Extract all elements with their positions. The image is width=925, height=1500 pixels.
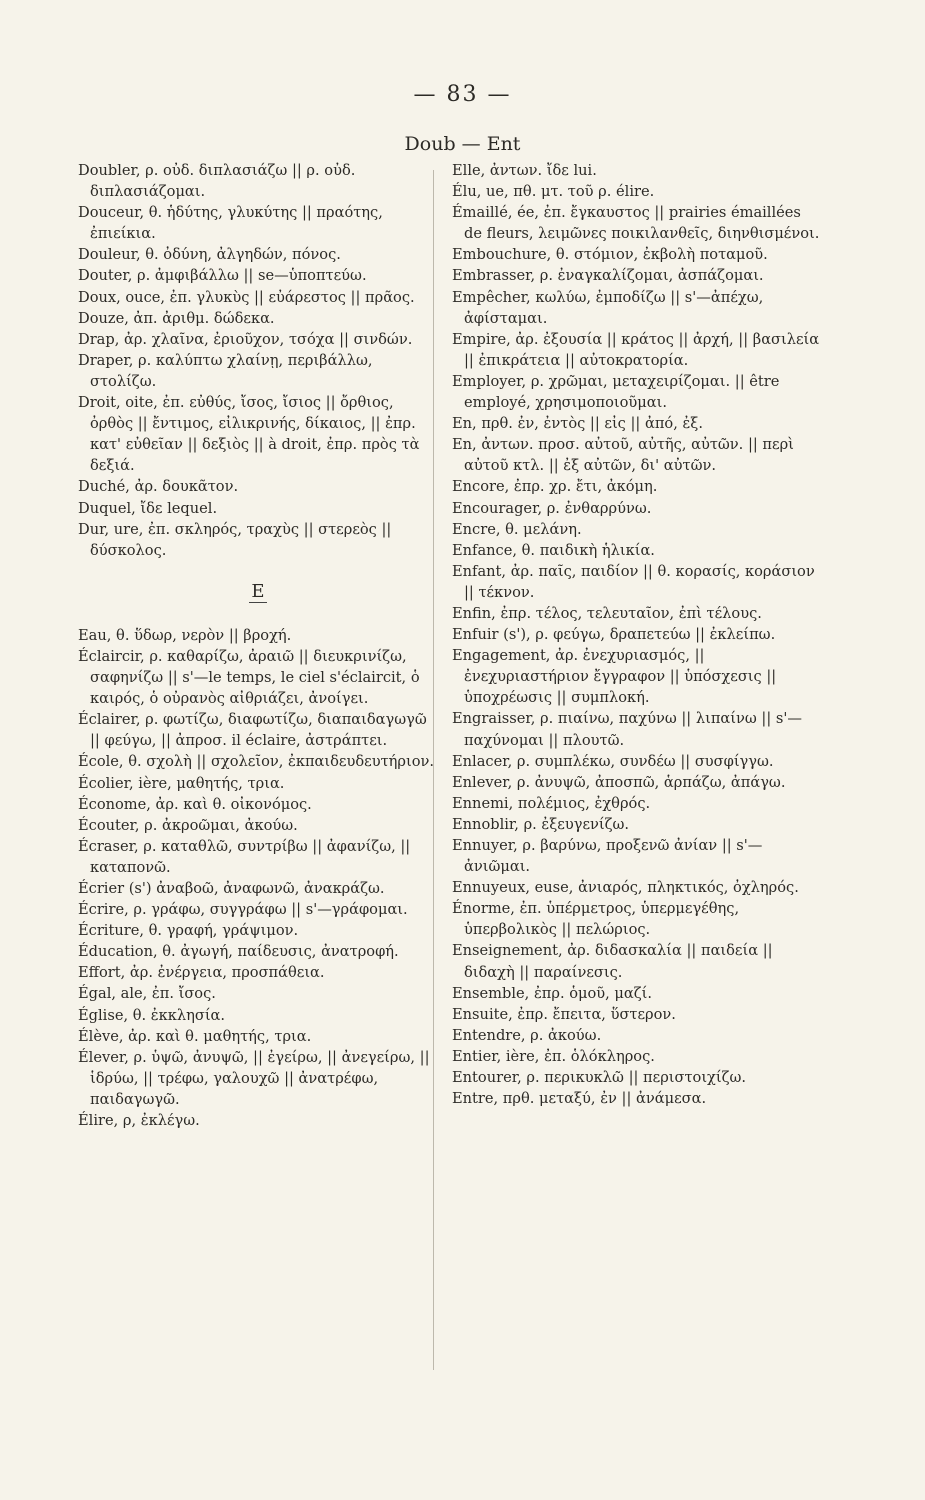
entries-top xyxy=(78,160,438,561)
running-head: Doub — Ent xyxy=(404,133,521,155)
entry-ecole: École, θ. σχολὴ || σχολεῖον, ἐκπαιδευδευτήριον. xyxy=(78,753,434,771)
entry-ecrier: Écrier (s') ἀναβοῶ, ἀναφωνῶ, ἀνακράζω. xyxy=(78,880,385,897)
entry-employer: Employer, ρ. χρῶμαι, μεταχειρίζομαι. || être employé, χρησιμοποιοῦμαι. xyxy=(452,372,780,412)
right-column xyxy=(452,160,822,1109)
entry-ennemi: Ennemi, πολέμιος, ἐχθρός. xyxy=(452,794,651,812)
entry-enfant: Enfant, ἀρ. παῖς, παιδίον || θ. κορασίς, κοράσιον || τέκνον. xyxy=(452,562,815,601)
entry-duquel: Duquel, ἴδε lequel. xyxy=(78,499,218,517)
entry-douze: Douze, ἀπ. ἀριθμ. δώδεκα. xyxy=(78,309,275,327)
entry-encore: Encore, ἐπρ. χρ. ἔτι, ἀκόμη. xyxy=(452,478,658,496)
entry-ennoblir: Ennoblir, ρ. ἐξευγενίζω. xyxy=(452,815,630,833)
entry-econome: Économe, ἀρ. καὶ θ. οἰκονόμος. xyxy=(78,795,312,813)
entry-empecher: Empêcher, κωλύω, ἐμποδίζω || s'—ἀπέχω, ἀφίσταμαι. xyxy=(452,288,764,327)
entry-engraisser: Engraisser, ρ. πιαίνω, παχύνω || λιπαίνω || s'—παχύνομαι || πλουτῶ. xyxy=(452,710,802,749)
entry-encourager: Encourager, ρ. ἐνθαρρύνω. xyxy=(452,499,652,517)
entry-eclaircir: Éclaircir, ρ. καθαρίζω, ἀραιῶ || διευκρινίζω, σαφηνίζω || s'—le temps, le ciel s'éclaircit, ὁ καιρός, ὁ οὐρανὸς αἰθριάζει, ἀνοίγει. xyxy=(78,647,420,708)
entry-ecolier: Écolier, ière, μαθητής, τρια. xyxy=(78,774,285,792)
entry-egal: Égal, ale, ἐπ. ἴσος. xyxy=(78,985,216,1003)
entry-entourer: Entourer, ρ. περικυκλῶ || περιστοιχίζω. xyxy=(452,1069,747,1087)
entry-ecriture: Écriture, θ. γραφή, γράψιμον. xyxy=(78,922,299,940)
entry-ensuite: Ensuite, ἐπρ. ἔπειτα, ὕστερον. xyxy=(452,1005,676,1023)
entry-ecraser: Écraser, ρ. καταθλῶ, συντρίβω || ἀφανίζω, || καταπονῶ. xyxy=(78,837,411,876)
section-letter: E xyxy=(251,580,265,602)
entry-ennuyeux: Ennuyeux, euse, ἀνιαρός, πληκτικός, ὀχληρός. xyxy=(452,879,799,897)
entry-doubler: Doubler, ρ. οὐδ. διπλασιάζω || ρ. οὐδ. διπλασιάζομαι. xyxy=(78,162,356,201)
entry-enfance: Enfance, θ. παιδικὴ ἡλικία. xyxy=(452,541,655,559)
entry-entier: Entier, ière, ἐπ. ὁλόκληρος. xyxy=(452,1047,655,1065)
entry-ecrire: Écrire, ρ. γράφω, συγγράφω || s'—γράφομαι. xyxy=(78,901,408,919)
entry-enlever: Enlever, ρ. ἀνυψῶ, ἀποσπῶ, ἁρπάζω, ἀπάγω. xyxy=(452,773,786,791)
entry-eglise: Église, θ. ἐκκλησία. xyxy=(78,1006,226,1024)
entry-eau: Eau, θ. ὕδωρ, νερὸν || βροχή. xyxy=(78,626,292,644)
entry-engagement: Engagement, ἀρ. ἐνεχυριασμός, || ἐνεχυριαστήριον ἔγγραφον || ὑπόσχεσις || ὑποχρέωσις || συμπλοκή. xyxy=(452,647,777,707)
section-letter-heading xyxy=(78,581,438,603)
entry-encre: Encre, θ. μελάνη. xyxy=(452,520,582,538)
entry-enorme: Énorme, ἐπ. ὑπέρμετρος, ὑπερμεγέθης, ὑπερβολικὸς || πελώριος. xyxy=(452,900,740,939)
entry-ecouter: Écouter, ρ. ἀκροῶμαι, ἀκούω. xyxy=(78,816,298,834)
entry-elever: Élever, ρ. ὑψῶ, ἀνυψῶ, || ἐγείρω, || ἀνεγείρω, || ἱδρύω, || τρέφω, γαλουχῶ || ἀνατρέφω, παιδαγωγῶ. xyxy=(78,1048,430,1108)
entry-elire: Élire, ρ, ἐκλέγω. xyxy=(78,1112,200,1130)
entry-enfin: Enfin, ἐπρ. τέλος, τελευταῖον, ἐπὶ τέλους. xyxy=(452,604,762,622)
entry-elle: Elle, ἀντων. ἴδε lui. xyxy=(452,162,597,179)
entry-enseignement: Enseignement, ἀρ. διδασκαλία || παιδεία || διδαχὴ || παραίνεσις. xyxy=(452,942,773,981)
entry-embrasser: Embrasser, ρ. ἐναγκαλίζομαι, ἀσπάζομαι. xyxy=(452,267,764,285)
entries-bottom xyxy=(78,625,438,1131)
entry-douleur: Douleur, θ. ὀδύνη, ἀλγηδών, πόνος. xyxy=(78,246,341,264)
entry-draper: Draper, ρ. καλύπτω χλαίνῃ, περιβάλλω, στολίζω. xyxy=(78,351,373,390)
entry-douter: Douter, ρ. ἀμφιβάλλω || se—ὑποπτεύω. xyxy=(78,267,367,285)
entry-eclairer: Éclairer, ρ. φωτίζω, διαφωτίζω, διαπαιδαγωγῶ || φεύγω, || ἀπροσ. il éclaire, ἀστράπτει. xyxy=(78,711,427,750)
entry-elu: Élu, ue, πθ. μτ. τοῦ ρ. élire. xyxy=(452,183,655,201)
entry-en-prep: En, πρθ. ἐν, ἐντὸς || εἰς || ἀπό, ἐξ. xyxy=(452,415,703,433)
entry-doux: Doux, ouce, ἐπ. γλυκὺς || εὐάρεστος || πρᾶος. xyxy=(78,288,415,306)
entry-ensemble: Ensemble, ἐπρ. ὁμοῦ, μαζί. xyxy=(452,984,653,1002)
entry-empire: Empire, ἀρ. ἐξουσία || κράτος || ἀρχή, || βασιλεία || ἐπικράτεια || αὐτοκρατορία. xyxy=(452,330,820,369)
entry-enlacer: Enlacer, ρ. συμπλέκω, συνδέω || συσφίγγω. xyxy=(452,752,774,770)
entry-en-pron: En, ἀντων. προσ. αὐτοῦ, αὐτῆς, αὐτῶν. || περὶ αὐτοῦ κτλ. || ἐξ αὐτῶν, δι' αὐτῶν. xyxy=(452,436,794,475)
page-number: — 83 — xyxy=(413,82,512,107)
entry-drap: Drap, ἀρ. χλαῖνα, ἐριοῦχον, τσόχα || σινδών. xyxy=(78,330,413,348)
entry-enfuir: Enfuir (s'), ρ. φεύγω, δραπετεύω || ἐκλείπω. xyxy=(452,626,776,644)
entry-dur: Dur, ure, ἐπ. σκληρός, τραχὺς || στερεὸς || δύσκολος. xyxy=(78,520,392,559)
entry-embouchure: Embouchure, θ. στόμιον, ἐκβολὴ ποταμοῦ. xyxy=(452,246,768,264)
left-column xyxy=(78,160,438,1131)
entry-droit: Droit, oite, ἐπ. εὐθύς, ἴσος, ἴσιος || ὄρθιος, ὀρθὸς || ἔντιμος, εἰλικρινής, δίκαιος, || ἐπρ. κατ' εὐθεῖαν || δεξιὸς || à droit, ἐπρ. πρὸς τὰ δεξιά. xyxy=(78,394,420,475)
entry-emaille: Émaillé, ée, ἐπ. ἔγκαυστος || prairies émaillées de fleurs, λειμῶνες ποικιλανθεῖς, διηνθισμένοι. xyxy=(452,204,820,243)
entry-effort: Effort, ἀρ. ἐνέργεια, προσπάθεια. xyxy=(78,964,325,982)
entry-entendre: Entendre, ρ. ἀκούω. xyxy=(452,1026,602,1044)
entry-eleve: Élève, ἀρ. καὶ θ. μαθητής, τρια. xyxy=(78,1027,312,1045)
entry-entre: Entre, πρθ. μεταξύ, ἐν || ἀνάμεσα. xyxy=(452,1090,707,1108)
entry-education: Éducation, θ. ἀγωγή, παίδευσις, ἀνατροφή. xyxy=(78,943,399,961)
entry-douceur: Douceur, θ. ἡδύτης, γλυκύτης || πραότης, ἐπιείκια. xyxy=(78,204,383,243)
entry-duche: Duché, ἀρ. δουκᾶτον. xyxy=(78,478,239,496)
entry-ennuyer: Ennuyer, ρ. βαρύνω, προξενῶ ἀνίαν || s'—ἀνιῶμαι. xyxy=(452,837,763,876)
